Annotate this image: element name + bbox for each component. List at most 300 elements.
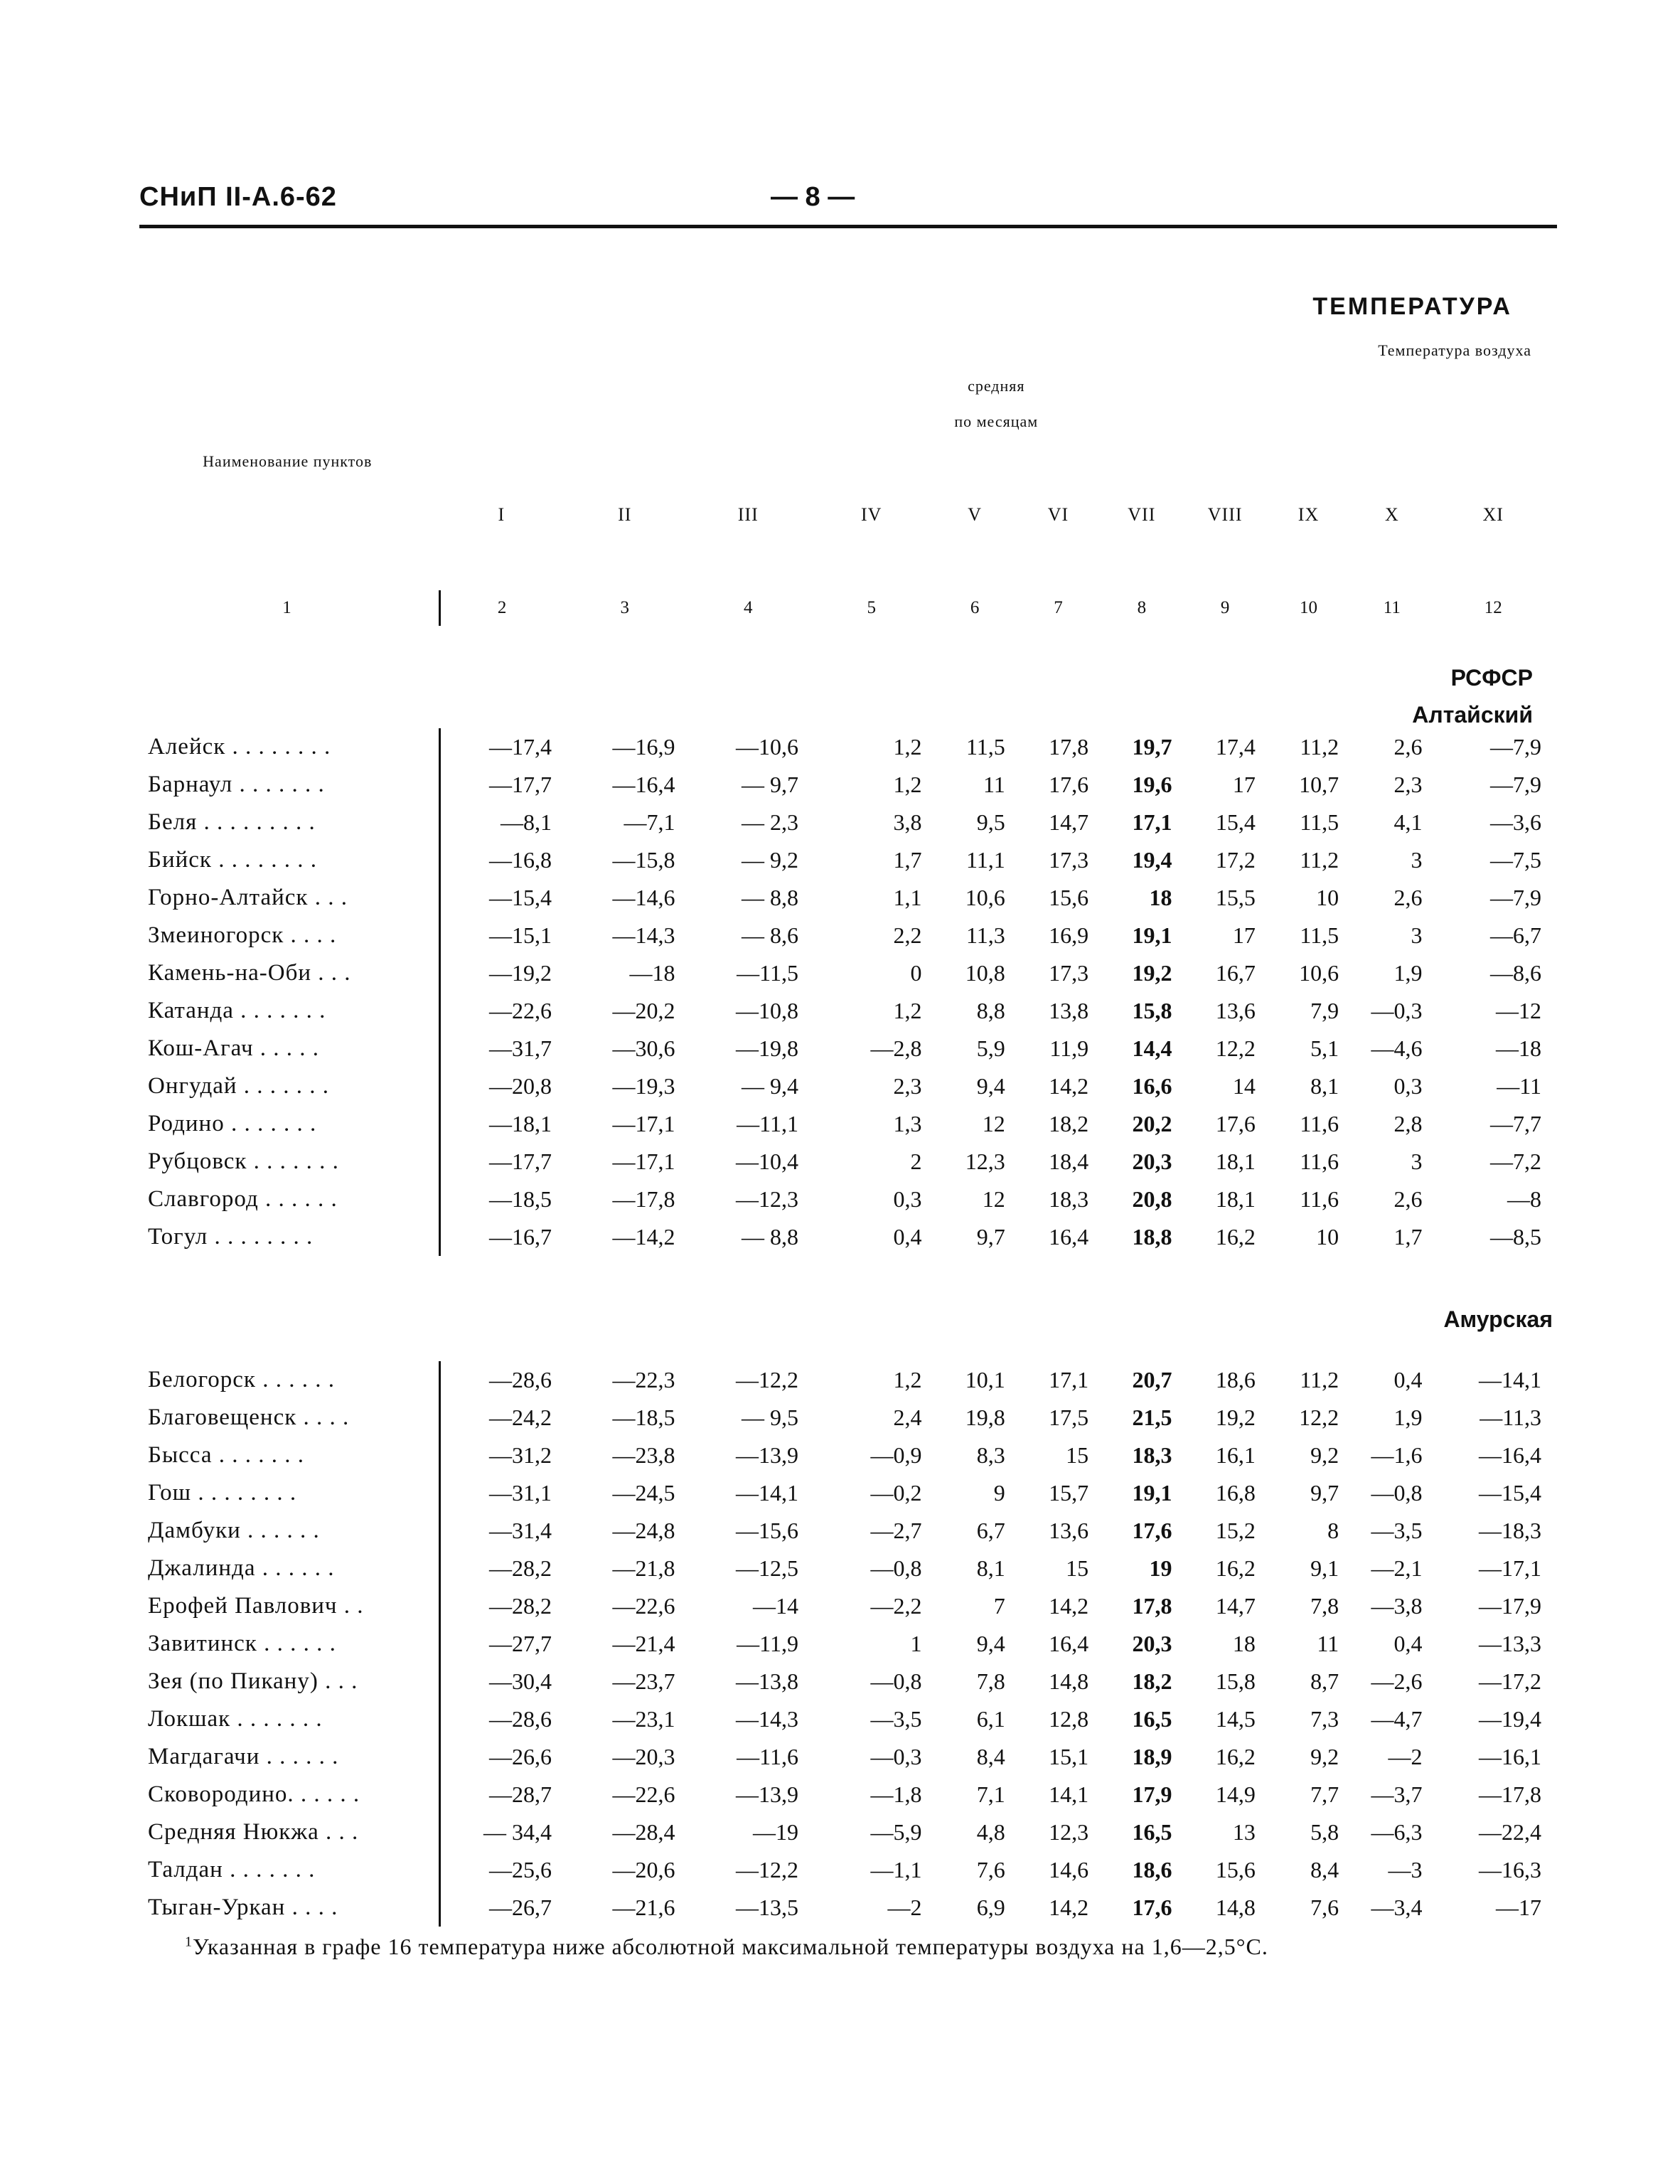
temperature-cell: 9,2 [1310, 1744, 1339, 1769]
temperature-cell: 6,9 [976, 1895, 1005, 1920]
table-row [135, 1512, 1553, 1550]
temperature-cell: 15 [1066, 1442, 1089, 1468]
temperature-cell: 2,3 [1393, 772, 1423, 797]
temperature-cell: —28,2 [489, 1555, 552, 1581]
station-name: Сковородино. . . . . . [135, 1776, 440, 1813]
temperature-cell: 18,3 [1049, 1186, 1089, 1212]
temperature-cell: —16,4 [1479, 1442, 1541, 1468]
temperature-cell: —31,7 [489, 1035, 552, 1061]
station-name: Зея (по Пикану) . . . [135, 1663, 440, 1700]
temperature-cell: 2,2 [893, 922, 922, 948]
temperature-cell: 17,8 [1132, 1593, 1172, 1619]
temperature-cell: 0,4 [1393, 1631, 1423, 1656]
month-header: II [618, 504, 632, 525]
temperature-cell: —31,2 [489, 1442, 552, 1468]
temperature-table [135, 333, 1553, 1966]
temperature-cell: —7,2 [1490, 1149, 1541, 1174]
temperature-cell: 15,1 [1049, 1744, 1089, 1769]
temperature-cell: 7,6 [1310, 1895, 1339, 1920]
temperature-cell: —7,9 [1490, 734, 1541, 760]
temperature-cell: —14,6 [612, 885, 675, 910]
temperature-cell: 15,8 [1215, 1668, 1256, 1694]
temperature-cell: —10,8 [735, 998, 798, 1023]
temperature-cell: 11,9 [1049, 1035, 1089, 1061]
temperature-cell: —19,8 [735, 1035, 798, 1061]
temperature-cell: 8,4 [1310, 1857, 1339, 1882]
temperature-cell: —11 [1497, 1073, 1541, 1099]
temperature-cell: —13,8 [735, 1668, 798, 1694]
temperature-cell: —16,3 [1479, 1857, 1541, 1882]
temperature-cell: —14,1 [1479, 1367, 1541, 1392]
temperature-cell: —11,9 [737, 1631, 798, 1656]
temperature-cell: —4,7 [1371, 1706, 1423, 1732]
temperature-cell: —17,8 [1479, 1781, 1541, 1807]
temperature-cell: 19,8 [965, 1405, 1005, 1430]
name-column-header: Наименование пунктов [203, 452, 373, 470]
temperature-cell: —22,3 [612, 1367, 675, 1392]
temperature-cell: 6,1 [976, 1706, 1005, 1732]
temperature-cell: —28,2 [489, 1593, 552, 1619]
spacer-row [135, 1333, 1553, 1361]
temperature-cell: 18,2 [1132, 1668, 1172, 1694]
temperature-cell: 17 [1232, 772, 1256, 797]
temperature-cell: 17,1 [1049, 1367, 1089, 1392]
temperature-cell: —1,1 [870, 1857, 922, 1882]
temperature-cell: —23,8 [612, 1442, 675, 1468]
header-rule [139, 225, 1557, 228]
temperature-cell: 19,4 [1132, 847, 1172, 873]
column-number: 11 [1383, 598, 1401, 617]
column-number: 1 [135, 590, 440, 626]
temperature-cell: 16,6 [1132, 1073, 1172, 1099]
table-row [135, 1105, 1553, 1143]
temperature-cell: 0,4 [1393, 1367, 1423, 1392]
temperature-cell: 14,9 [1215, 1781, 1256, 1807]
station-name: Дамбуки . . . . . . [135, 1512, 440, 1550]
temperature-cell: 14,1 [1049, 1781, 1089, 1807]
station-name: Джалинда . . . . . . [135, 1550, 440, 1587]
temperature-cell: 7 [993, 1593, 1005, 1619]
temperature-cell: —11,3 [1480, 1405, 1541, 1430]
table-row [135, 766, 1553, 804]
temperature-cell: 18,6 [1132, 1857, 1172, 1882]
temperature-cell: 16,2 [1215, 1744, 1256, 1769]
table-row [135, 1625, 1553, 1663]
page-number: — 8 — [771, 182, 855, 212]
temperature-cell: 16,1 [1215, 1442, 1256, 1468]
temperature-cell: —18,5 [489, 1186, 552, 1212]
temperature-cell: 11,2 [1300, 1367, 1339, 1392]
temperature-cell: 0,4 [893, 1224, 922, 1250]
temperature-cell: 2,4 [893, 1405, 922, 1430]
temperature-cell: — 8,8 [741, 885, 798, 910]
temperature-cell: —2 [1388, 1744, 1423, 1769]
temperature-cell: 9,5 [976, 809, 1005, 835]
temperature-cell: 7,3 [1310, 1706, 1339, 1732]
temperature-cell: 11,5 [1300, 809, 1339, 835]
temperature-cell: —7,5 [1490, 847, 1541, 873]
temperature-cell: —1,8 [870, 1781, 922, 1807]
table-row [135, 1550, 1553, 1587]
country-label-row [135, 654, 1553, 691]
temperature-cell: —20,6 [612, 1857, 675, 1882]
temperature-cell: —7,9 [1490, 885, 1541, 910]
temperature-cell: 16,4 [1049, 1631, 1089, 1656]
temperature-cell: —17,2 [1479, 1668, 1541, 1694]
table-row [135, 1030, 1553, 1067]
temperature-cell: — 34,4 [483, 1819, 552, 1845]
temperature-cell: 17,6 [1132, 1895, 1172, 1920]
temperature-cell: 14,8 [1215, 1895, 1256, 1920]
temperature-cell: 16,5 [1132, 1706, 1172, 1732]
temperature-cell: 13 [1232, 1819, 1256, 1845]
temperature-cell: —15,4 [489, 885, 552, 910]
temperature-cell: 17,5 [1049, 1405, 1089, 1430]
temperature-cell: —30,4 [489, 1668, 552, 1694]
column-number: 6 [970, 598, 980, 617]
temperature-cell: —16,1 [1479, 1744, 1541, 1769]
temperature-cell: —17 [1496, 1895, 1541, 1920]
table-row [135, 1218, 1553, 1256]
table-row [135, 1776, 1553, 1813]
temperature-cell: 9,4 [976, 1073, 1005, 1099]
temperature-cell: 19,7 [1132, 734, 1172, 760]
station-name: Змеиногорск . . . . [135, 917, 440, 954]
temperature-cell: —17,7 [489, 772, 552, 797]
temperature-cell: —7,9 [1490, 772, 1541, 797]
station-name: Славгород . . . . . . [135, 1181, 440, 1218]
column-number: 7 [1054, 598, 1063, 617]
temperature-cell: —30,6 [612, 1035, 675, 1061]
temperature-cell: —3,5 [870, 1706, 922, 1732]
temperature-cell: 15,8 [1132, 998, 1172, 1023]
temperature-cell: 10,6 [1299, 960, 1339, 986]
temperature-cell: —18,5 [612, 1405, 675, 1430]
temperature-cell: 10,1 [965, 1367, 1005, 1392]
temperature-cell: —11,6 [737, 1744, 798, 1769]
temperature-cell: 11,6 [1300, 1186, 1339, 1212]
temperature-cell: —16,9 [612, 734, 675, 760]
temperature-cell: 7,9 [1310, 998, 1339, 1023]
by-month-header: по месяцам [954, 412, 1039, 430]
temperature-cell: —0,8 [870, 1668, 922, 1694]
temperature-cell: —26,6 [489, 1744, 552, 1769]
temperature-cell: 16,9 [1049, 922, 1089, 948]
table-row [135, 1181, 1553, 1218]
table-row [135, 1700, 1553, 1738]
temperature-cell: —31,4 [489, 1518, 552, 1543]
temperature-cell: —1,6 [1371, 1442, 1423, 1468]
temperature-cell: 1,1 [893, 885, 922, 910]
temperature-cell: —0,3 [1371, 998, 1423, 1023]
temperature-cell: —16,7 [489, 1224, 552, 1250]
temperature-cell: 2,6 [1393, 1186, 1423, 1212]
temperature-cell: — 9,7 [741, 772, 798, 797]
temperature-cell: —2,1 [1371, 1555, 1423, 1581]
temperature-cell: —3,7 [1371, 1781, 1423, 1807]
temperature-cell: —31,1 [489, 1480, 552, 1506]
temperature-cell: 1,7 [893, 847, 922, 873]
temperature-cell: —15,1 [489, 922, 552, 948]
temperature-cell: —20,2 [612, 998, 675, 1023]
table-row [135, 1437, 1553, 1474]
temperature-cell: 17,3 [1049, 960, 1089, 986]
temperature-cell: 5,1 [1310, 1035, 1339, 1061]
column-number: 2 [497, 598, 507, 617]
temperature-cell: —28,6 [489, 1706, 552, 1732]
page-header [139, 182, 1557, 228]
column-number: 3 [620, 598, 630, 617]
temperature-cell: 18,2 [1049, 1111, 1089, 1136]
temperature-cell: —0,8 [870, 1555, 922, 1581]
temperature-cell: 2,8 [1393, 1111, 1423, 1136]
temperature-cell: 8,1 [1310, 1073, 1339, 1099]
temperature-cell: 9,4 [976, 1631, 1005, 1656]
temperature-cell: —3,4 [1371, 1895, 1423, 1920]
temperature-cell: 15,5 [1215, 885, 1256, 910]
temperature-cell: 3 [1411, 922, 1423, 948]
temperature-cell: —19 [752, 1819, 798, 1845]
table-row [135, 917, 1553, 954]
temperature-cell: 16,2 [1215, 1224, 1256, 1250]
temperature-cell: 18,9 [1132, 1744, 1172, 1769]
table-row [135, 1361, 1553, 1399]
temperature-cell: 5,8 [1310, 1819, 1339, 1845]
temperature-cell: 18,1 [1215, 1186, 1256, 1212]
temperature-cell: 20,7 [1132, 1367, 1172, 1392]
temperature-cell: —8,6 [1490, 960, 1541, 986]
temperature-cell: 8,8 [976, 998, 1005, 1023]
temperature-cell: 20,3 [1132, 1149, 1172, 1174]
temperature-cell: —18 [1496, 1035, 1541, 1061]
temperature-cell: 7,1 [976, 1781, 1005, 1807]
temperature-cell: 18,8 [1132, 1224, 1172, 1250]
temperature-cell: 1,3 [893, 1111, 922, 1136]
temperature-cell: 18 [1149, 885, 1172, 910]
temperature-cell: —8,5 [1490, 1224, 1541, 1250]
temperature-cell: —3,5 [1371, 1518, 1423, 1543]
column-number: 10 [1300, 598, 1317, 617]
table-row [135, 1813, 1553, 1851]
temperature-cell: —15,6 [735, 1518, 798, 1543]
temperature-cell: —19,2 [489, 960, 552, 986]
temperature-cell: —0,8 [1371, 1480, 1423, 1506]
station-name: Родино . . . . . . . [135, 1105, 440, 1143]
temperature-cell: 8,1 [976, 1555, 1005, 1581]
temperature-cell: 11,6 [1300, 1111, 1339, 1136]
temperature-cell: 2 [910, 1149, 922, 1174]
temperature-cell: 3 [1411, 847, 1423, 873]
temperature-cell: 17,8 [1049, 734, 1089, 760]
temperature-cell: 17,1 [1132, 809, 1172, 835]
station-name: Гош . . . . . . . . [135, 1474, 440, 1512]
temperature-cell: 7,8 [976, 1668, 1005, 1694]
table-row [135, 1587, 1553, 1625]
temperature-cell: 11,5 [1300, 922, 1339, 948]
temperature-cell: 4,8 [976, 1819, 1005, 1845]
temperature-cell: —21,4 [612, 1631, 675, 1656]
temperature-cell: 20,3 [1132, 1631, 1172, 1656]
average-header: средняя [968, 377, 1025, 395]
temperature-cell: 3 [1411, 1149, 1423, 1174]
temperature-cell: —2,6 [1371, 1668, 1423, 1694]
column-number-row [135, 590, 1553, 626]
temperature-cell: 7,7 [1310, 1781, 1339, 1807]
country-label: РСФСР [1450, 665, 1533, 691]
temperature-cell: —17,7 [489, 1149, 552, 1174]
temperature-cell: 14,2 [1049, 1073, 1089, 1099]
temperature-cell: 17,6 [1215, 1111, 1256, 1136]
temperature-cell: —13,5 [735, 1895, 798, 1920]
temperature-cell: 12,8 [1049, 1706, 1089, 1732]
temperature-cell: —20,8 [489, 1073, 552, 1099]
station-name: Беля . . . . . . . . . [135, 804, 440, 841]
temperature-cell: 1,9 [1393, 960, 1423, 986]
temperature-cell: 15,2 [1215, 1518, 1256, 1543]
station-name: Благовещенск . . . . [135, 1399, 440, 1437]
temperature-cell: 17,6 [1132, 1518, 1172, 1543]
temperature-cell: 9 [993, 1480, 1005, 1506]
temperature-cell: —14,1 [735, 1480, 798, 1506]
temperature-cell: —23,7 [612, 1668, 675, 1694]
temperature-cell: 11,2 [1300, 847, 1339, 873]
temperature-cell: — 2,3 [741, 809, 798, 835]
temperature-cell: 0,3 [1393, 1073, 1423, 1099]
temperature-cell: 7,6 [976, 1857, 1005, 1882]
spacer-row [135, 626, 1553, 654]
temperature-cell: 13,6 [1215, 998, 1256, 1023]
temperature-cell: 12 [982, 1186, 1005, 1212]
temperature-cell: —28,6 [489, 1367, 552, 1392]
temperature-cell: —12 [1496, 998, 1541, 1023]
temperature-cell: —10,4 [735, 1149, 798, 1174]
temperature-cell: 9,7 [1310, 1480, 1339, 1506]
temperature-cell: 18,1 [1215, 1149, 1256, 1174]
temperature-cell: 16,5 [1132, 1819, 1172, 1845]
temperature-cell: 11,2 [1300, 734, 1339, 760]
temperature-cell: —12,2 [735, 1367, 798, 1392]
spacer-row [135, 1256, 1553, 1296]
region-label: Амурская [1443, 1306, 1553, 1332]
station-name: Бийск . . . . . . . . [135, 841, 440, 879]
document-code: СНиП II-А.6-62 [139, 182, 337, 212]
temperature-cell: 15,6 [1215, 1857, 1256, 1882]
table-row [135, 1889, 1553, 1927]
temperature-cell: —13,9 [735, 1781, 798, 1807]
temperature-cell: —14,3 [612, 922, 675, 948]
temperature-cell: —11,5 [737, 960, 798, 986]
temperature-cell: 8 [1327, 1518, 1339, 1543]
station-name: Рубцовск . . . . . . . [135, 1143, 440, 1181]
temperature-cell: —22,6 [612, 1781, 675, 1807]
column-number: 4 [744, 598, 753, 617]
temperature-cell: 10,7 [1299, 772, 1339, 797]
temperature-cell: —27,7 [489, 1631, 552, 1656]
temperature-cell: 16,7 [1215, 960, 1256, 986]
temperature-cell: 19,1 [1132, 1480, 1172, 1506]
temperature-cell: 0,3 [893, 1186, 922, 1212]
temperature-cell: 14,8 [1049, 1668, 1089, 1694]
temperature-cell: —7,7 [1490, 1111, 1541, 1136]
temperature-cell: 3,8 [893, 809, 922, 835]
temperature-cell: 14,4 [1132, 1035, 1172, 1061]
month-header: X [1384, 504, 1399, 525]
temperature-cell: 1 [910, 1631, 922, 1656]
temperature-cell: 18 [1232, 1631, 1256, 1656]
column-number: 8 [1137, 598, 1147, 617]
temperature-cell: —12,3 [735, 1186, 798, 1212]
temperature-cell: 10 [1316, 885, 1339, 910]
temperature-cell: —5,9 [870, 1819, 922, 1845]
temperature-cell: —19,3 [612, 1073, 675, 1099]
temperature-cell: —17,1 [612, 1111, 675, 1136]
temperature-cell: —20,3 [612, 1744, 675, 1769]
region-label-row [135, 691, 1553, 728]
month-header: VIII [1207, 504, 1243, 525]
temperature-cell: 17,9 [1132, 1781, 1172, 1807]
column-number: 12 [1484, 598, 1502, 617]
temperature-cell: —12,5 [735, 1555, 798, 1581]
station-name: Тогул . . . . . . . . [135, 1218, 440, 1256]
temperature-cell: 16,2 [1215, 1555, 1256, 1581]
region-label-row [135, 1296, 1553, 1333]
temperature-cell: 5,9 [976, 1035, 1005, 1061]
temperature-cell: 17,2 [1215, 847, 1256, 873]
temperature-cell: 19,2 [1215, 1405, 1256, 1430]
temperature-cell: 14,7 [1215, 1593, 1256, 1619]
temperature-cell: —17,4 [489, 734, 552, 760]
temperature-cell: 8,4 [976, 1744, 1005, 1769]
temperature-cell: — 8,6 [741, 922, 798, 948]
temperature-cell: 1,9 [1393, 1405, 1423, 1430]
temperature-cell: 11 [1317, 1631, 1339, 1656]
station-name: Талдан . . . . . . . [135, 1851, 440, 1889]
station-name: Ерофей Павлович . . [135, 1587, 440, 1625]
temperature-cell: —14 [752, 1593, 798, 1619]
station-name: Алейск . . . . . . . . [135, 728, 440, 766]
station-name: Горно-Алтайск . . . [135, 879, 440, 917]
temperature-cell: —13,9 [735, 1442, 798, 1468]
temperature-cell: —24,5 [612, 1480, 675, 1506]
temperature-cell: 13,8 [1049, 998, 1089, 1023]
temperature-cell: 12 [982, 1111, 1005, 1136]
temperature-cell: —13,3 [1479, 1631, 1541, 1656]
temperature-cell: 17,4 [1215, 734, 1256, 760]
station-name: Тыган-Уркан . . . . [135, 1889, 440, 1927]
temperature-cell: 14,2 [1049, 1895, 1089, 1920]
temperature-cell: 17,3 [1049, 847, 1089, 873]
table-row [135, 1738, 1553, 1776]
temperature-cell: —2,7 [870, 1518, 922, 1543]
temperature-cell: 11,6 [1300, 1149, 1339, 1174]
temperature-cell: —0,2 [870, 1480, 922, 1506]
temperature-cell: 20,8 [1132, 1186, 1172, 1212]
temperature-cell: 19,1 [1132, 922, 1172, 948]
temperature-cell: 4,1 [1393, 809, 1423, 835]
temperature-cell: 9,2 [1310, 1442, 1339, 1468]
temperature-cell: —12,2 [735, 1857, 798, 1882]
temperature-cell: —16,8 [489, 847, 552, 873]
temperature-cell: 12,3 [1049, 1819, 1089, 1845]
temperature-cell: 2,6 [1393, 885, 1423, 910]
temperature-cell: —28,4 [612, 1819, 675, 1845]
temperature-cell: 11,5 [965, 734, 1005, 760]
temperature-cell: 8,7 [1310, 1668, 1339, 1694]
temperature-cell: 11 [983, 772, 1005, 797]
temperature-cell: 7,8 [1310, 1593, 1339, 1619]
temperature-cell: 8,3 [976, 1442, 1005, 1468]
temperature-cell: —24,2 [489, 1405, 552, 1430]
